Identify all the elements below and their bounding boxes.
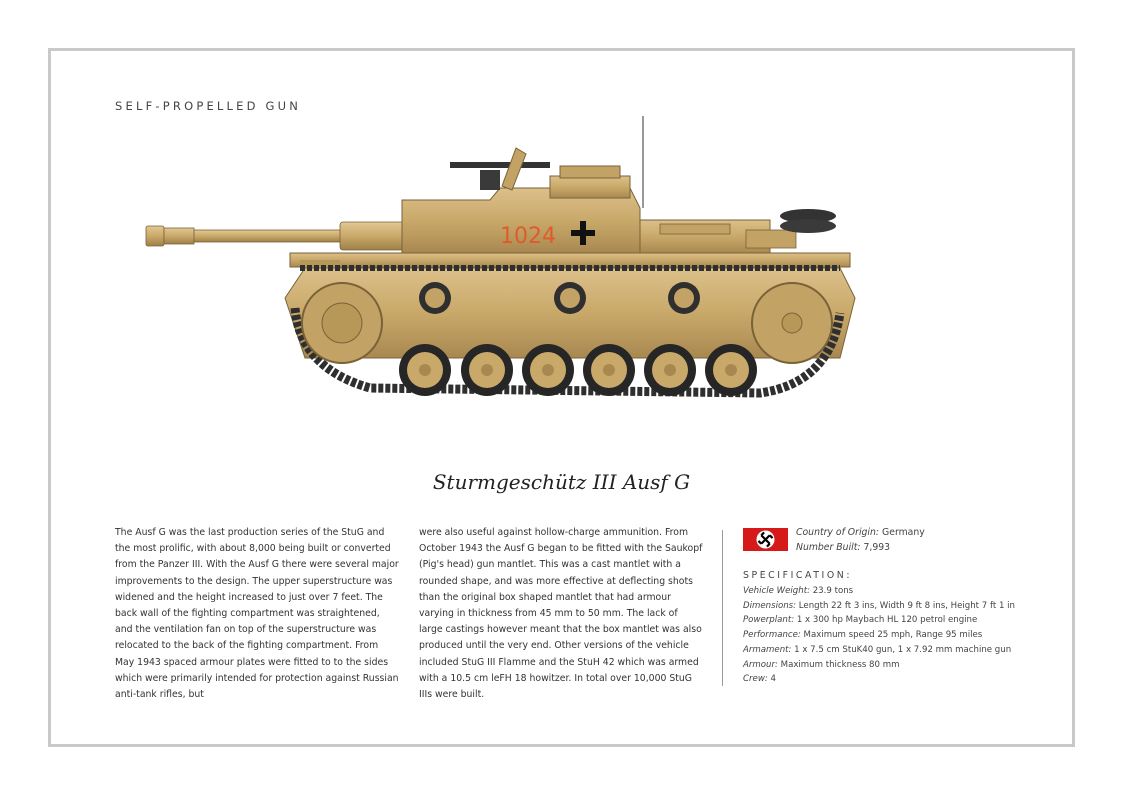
german-flag-icon (743, 528, 788, 551)
spec-item: Powerplant: 1 x 300 hp Maybach HL 120 petrol engine (743, 615, 978, 626)
country-of-origin: Country of Origin: Germany (796, 527, 925, 538)
column-divider (722, 530, 723, 686)
turret-number: 1024 (500, 224, 556, 249)
tank-illustration (140, 108, 870, 413)
origin-block (796, 525, 925, 555)
spec-item: Vehicle Weight: 23.9 tons (743, 586, 854, 596)
vehicle-title: Sturmgeschütz III Ausf G (432, 470, 691, 494)
spec-item: Armament: 1 x 7.5 cm StuK40 gun, 1 x 7.92 mm machine gun (743, 644, 1012, 655)
specification-list (743, 584, 1015, 687)
spec-item: Armour: Maximum thickness 80 mm (743, 659, 900, 670)
number-built: Number Built: 7,993 (796, 542, 891, 553)
spec-item: Dimensions: Length 22 ft 3 ins, Width 9 ft 8 ins, Height 7 ft 1 in (743, 600, 1015, 611)
spec-item: Crew: 4 (743, 674, 776, 685)
description-column-2: were also useful against hollow-charge ammunition. From October 1943 the Ausf G began to be fitted with the Saukopf (Pig's head) gun mantlet. This was a cast mantlet with a rounded shape, and was more effective at deflecting shots than the original box shaped mantlet that had armour varying in thickness from 45 mm to 50 mm. The lack of large castings however meant that the box mantlet was also produced until the very end. Other versions of the vehicle included StuG III Flamme and the StuH 42 which was armed with a 10.5 cm leFH 18 howitzer. In total over 10,000 StuG IIIs were built. (419, 527, 703, 701)
category-label: SELF-PROPELLED GUN (115, 99, 302, 113)
specification-heading: SPECIFICATION: (743, 570, 853, 581)
description-column-1: The Ausf G was the last production series of the StuG and the most prolific, with about 8,000 being built or converted from the Panzer III. With the Ausf G there were several major improvements to the design. The upper superstructure was widened and the height increased to just over 7 feet. The back wall of the fighting compartment was straightened, and the ventilation fan on top of the superstructure was relocated to the back of the fighting compartment. From May 1943 spaced armour plates were fitted to to the sides which were primarily intended for protection against Russian anti-tank rifles, but (115, 527, 399, 701)
spec-item: Performance: Maximum speed 25 mph, Range 95 miles (743, 630, 983, 641)
